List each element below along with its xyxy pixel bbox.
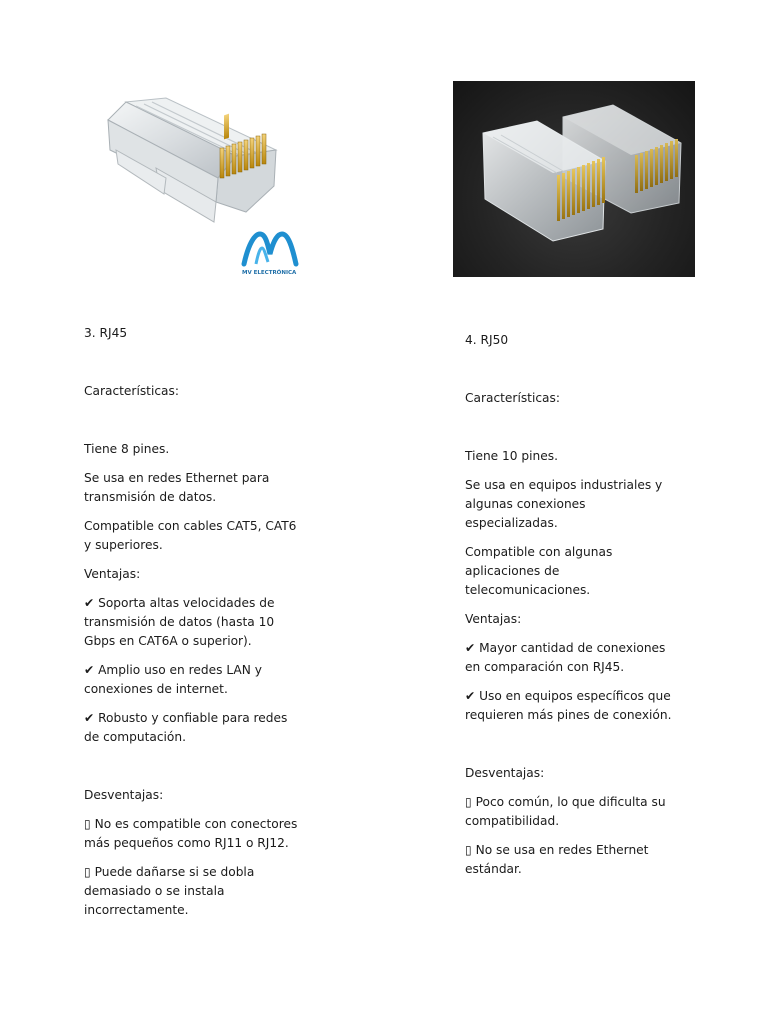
disadvantages-heading: Desventajas: (465, 766, 545, 780)
advantage-item: ✔ Soporta altas velocidades de transmisión de datos (hasta 10 Gbps en CAT6A o superior). (84, 596, 275, 648)
rj50-connectors-image (453, 81, 695, 277)
feature-item: Compatible con cables CAT5, CAT6 y superiores. (84, 519, 297, 552)
disadvantage-item: ▯ No se usa en redes Ethernet estándar. (465, 843, 649, 876)
advantage-item: ✔ Mayor cantidad de conexiones en comparación con RJ45. (465, 641, 666, 674)
feature-item: Tiene 8 pines. (84, 442, 170, 456)
feature-item: Se usa en redes Ethernet para transmisión de datos. (84, 471, 270, 504)
features-heading: Características: (465, 391, 560, 405)
advantage-item: ✔ Uso en equipos específicos que requieren más pines de conexión. (465, 689, 672, 722)
svg-text:MV ELECTRÓNICA: MV ELECTRÓNICA (242, 270, 297, 276)
disadvantage-item: ▯ No es compatible con conectores más pequeños como RJ11 o RJ12. (84, 817, 298, 850)
advantage-item: ✔ Robusto y confiable para redes de computación. (84, 711, 288, 744)
disadvantages-heading: Desventajas: (84, 788, 164, 802)
rj45-section (84, 324, 299, 920)
rj50-section (465, 331, 680, 879)
mv-electronica-logo (242, 234, 297, 276)
features-heading: Características: (84, 384, 179, 398)
disadvantage-item: ▯ Puede dañarse si se dobla demasiado o se instala incorrectamente. (84, 865, 255, 917)
advantage-item: ✔ Amplio uso en redes LAN y conexiones de internet. (84, 663, 262, 696)
feature-item: Compatible con algunas aplicaciones de telecomunicaciones. (465, 545, 613, 597)
rj45-connector-image (96, 90, 316, 280)
section-title: 4. RJ50 (465, 333, 509, 347)
advantages-heading: Ventajas: (465, 612, 522, 626)
feature-item: Se usa en equipos industriales y algunas conexiones especializadas. (465, 478, 663, 530)
disadvantage-item: ▯ Poco común, lo que dificulta su compatibilidad. (465, 795, 666, 828)
section-title: 3. RJ45 (84, 326, 128, 340)
feature-item: Tiene 10 pines. (465, 449, 559, 463)
advantages-heading: Ventajas: (84, 567, 141, 581)
